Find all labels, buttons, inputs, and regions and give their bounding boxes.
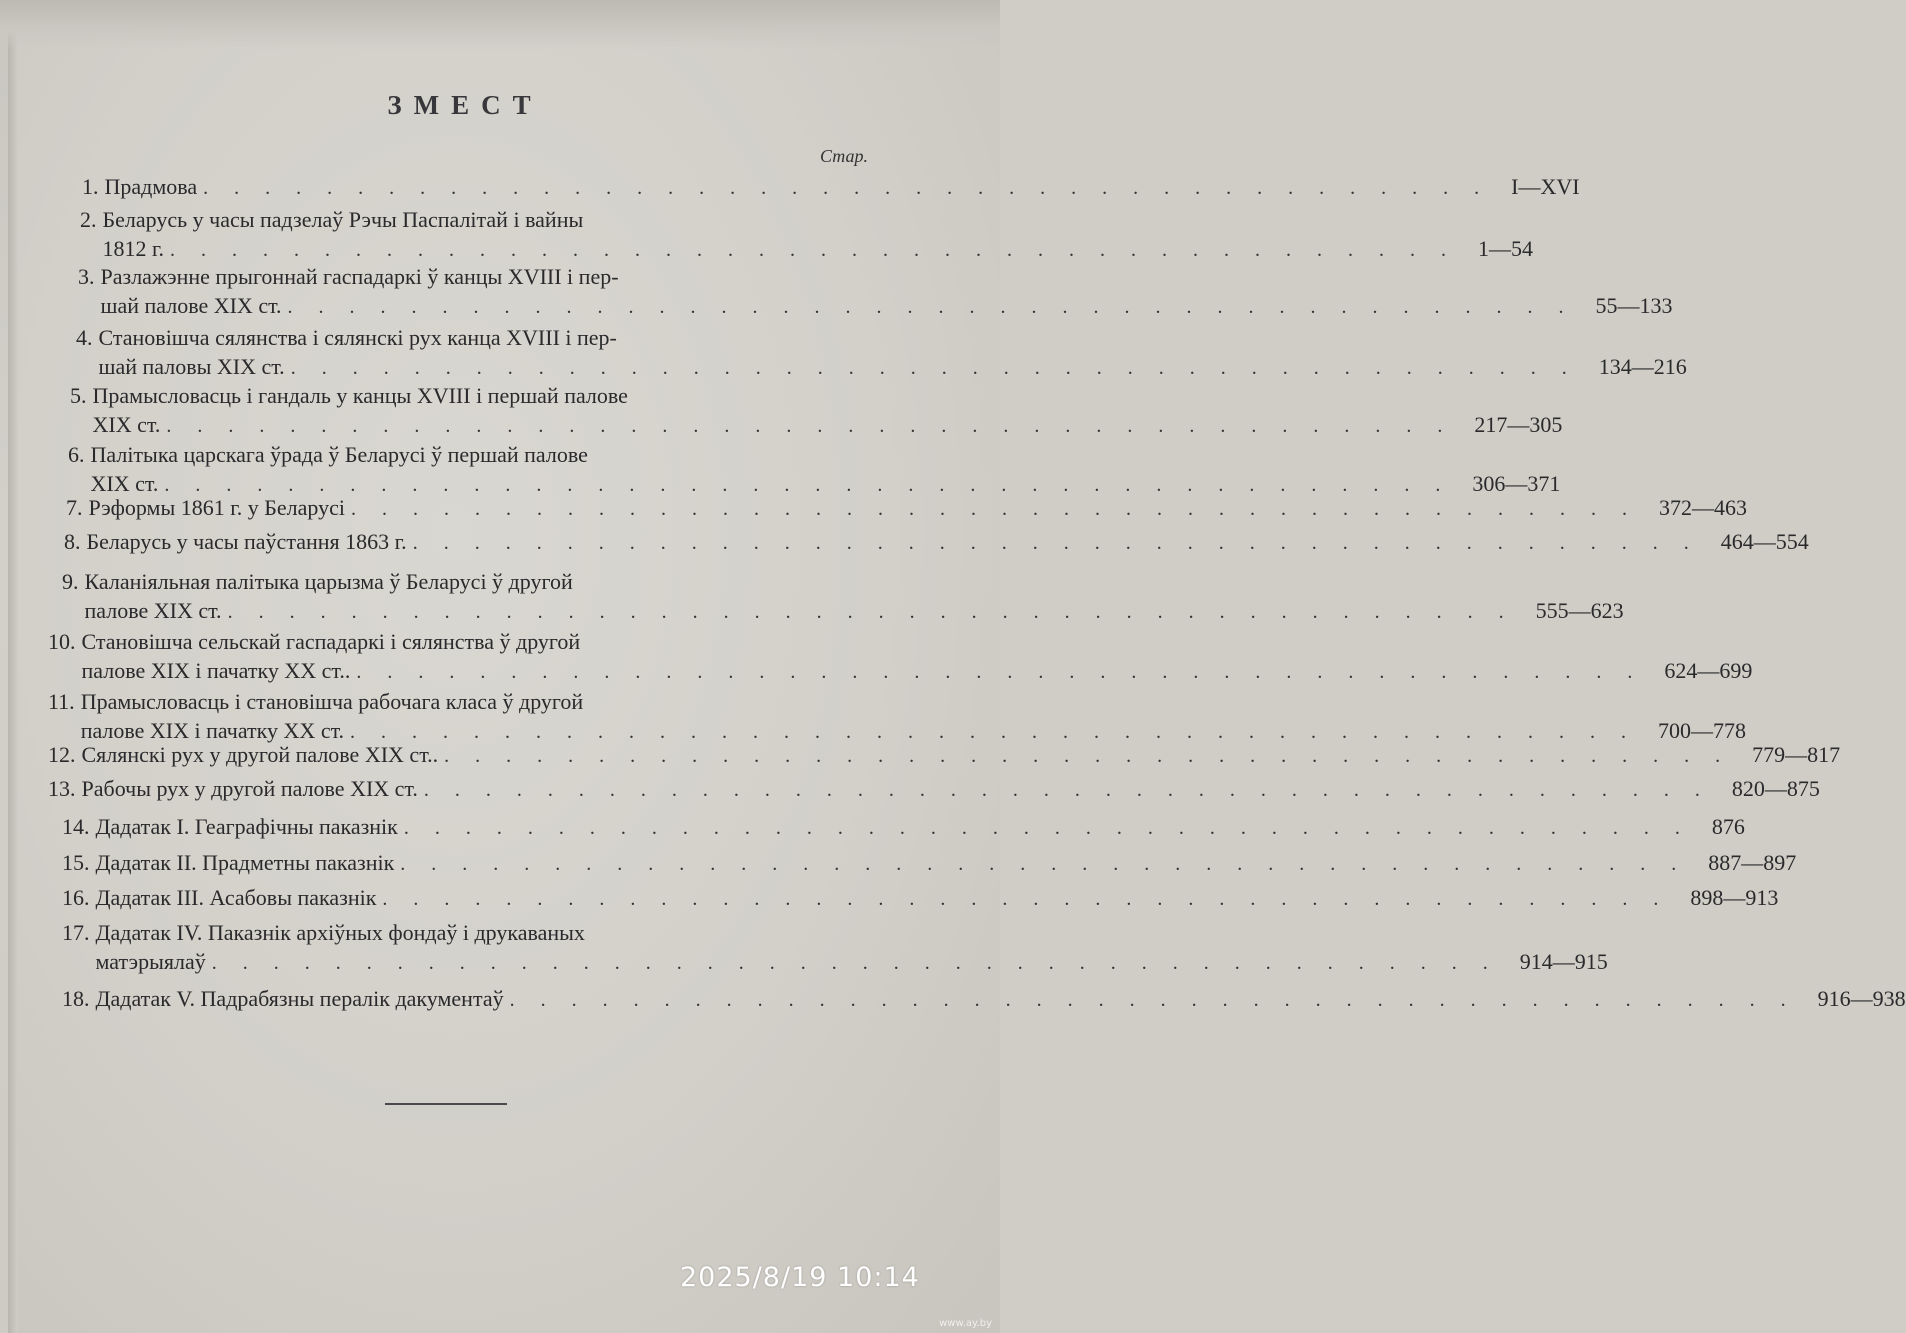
toc-leader-dots: .......................................... <box>351 498 1653 520</box>
toc-entry-line <box>62 567 878 596</box>
toc-entry <box>48 740 1841 771</box>
toc-entry-title: матэрыялаў <box>95 949 206 974</box>
toc-entry-title: шай паловы XIX ст. <box>98 354 285 379</box>
toc-page-range: 876 <box>1711 814 1745 839</box>
toc-entry-title: XIX ст. <box>90 471 159 496</box>
toc-entry-number: 5. <box>70 383 87 408</box>
toc-entry-line <box>48 687 878 716</box>
toc-page-range: 55—133 <box>1595 293 1673 318</box>
toc-entry-title: Дадатак IV. Паказнік архіўных фондаў і друкаваных <box>95 920 585 945</box>
toc-entry-number: 18. <box>62 986 90 1011</box>
toc-leader-dots: .......................................... <box>356 661 1659 683</box>
toc-entry <box>64 527 1809 558</box>
toc-entry <box>62 848 1797 879</box>
toc-entry-line <box>62 984 1906 1015</box>
toc-entry-number: 7. <box>66 495 83 520</box>
toc-leader-dots: .......................................... <box>211 952 1514 974</box>
toc-entry-number: 15. <box>62 850 90 875</box>
toc-entry-number: 4. <box>76 325 93 350</box>
toc-entry-number: 12. <box>48 742 76 767</box>
toc-entry-line <box>68 440 878 469</box>
toc-leader-dots: .......................................... <box>166 415 1469 437</box>
toc-entry-line <box>62 812 1745 843</box>
toc-page-range: 898—913 <box>1690 885 1779 910</box>
toc-leader-dots: .......................................... <box>227 601 1530 623</box>
toc-entry <box>62 918 1608 978</box>
toc-page-range: 624—699 <box>1664 658 1753 683</box>
toc-entry-title: Рабочы рух у другой палове XIX ст. <box>81 776 418 801</box>
toc-page-range: 916—938 <box>1817 986 1906 1011</box>
toc-entry-title: шай палове XIX ст. <box>100 293 282 318</box>
toc-leader-dots: .......................................... <box>412 532 1715 554</box>
toc-entry <box>70 381 1563 441</box>
toc-leader-dots: .......................................... <box>170 239 1473 261</box>
toc-entry <box>68 440 1561 500</box>
toc-entry-title: Дадатак V. Падрабязны пералік дакументаў <box>95 986 504 1011</box>
page-column-header: Стар. <box>820 146 868 166</box>
toc-entry-line <box>70 410 1563 441</box>
toc-entry-title: Разлажэнне прыгоннай гаспадаркі ў канцы XVIII і пер- <box>100 264 619 289</box>
toc-entry-title: палове XIX і пачатку XX ст.. <box>81 658 351 683</box>
toc-leader-dots: .......................................... <box>382 888 1685 910</box>
toc-entry-title: Прамысловасць і становішча рабочага класа ў другой <box>80 689 584 714</box>
toc-entry-title: Беларусь у часы паўстання 1863 г. <box>86 529 407 554</box>
toc-entry-line <box>62 848 1797 879</box>
toc-entry-line <box>48 627 878 656</box>
toc-entry-number: 6. <box>68 442 85 467</box>
toc-entry-title: XIX ст. <box>92 412 161 437</box>
page-edge <box>8 0 18 1333</box>
toc-page-range: 700—778 <box>1658 718 1747 743</box>
toc-leader-dots: .......................................... <box>164 474 1467 496</box>
toc-entry-line <box>48 656 1753 687</box>
toc-leader-dots: .......................................... <box>403 817 1706 839</box>
toc-leader-dots: .......................................... <box>203 177 1506 199</box>
toc-leader-dots: .......................................... <box>444 745 1747 767</box>
toc-entry-number: 8. <box>64 529 81 554</box>
toc-page-range: 1—54 <box>1478 236 1534 261</box>
toc-entry-line <box>70 381 878 410</box>
toc-entry-line <box>64 527 1809 558</box>
toc-leader-dots: .......................................... <box>400 853 1703 875</box>
toc-entry-line <box>62 947 1608 978</box>
toc-entry-title: Сялянскі рух у другой палове XIX ст.. <box>81 742 439 767</box>
toc-page-range: 555—623 <box>1535 598 1624 623</box>
toc-entry-title: Прадмова <box>104 174 198 199</box>
toc-page-range: I—XVI <box>1511 174 1580 199</box>
toc-entry <box>66 493 1747 524</box>
toc-entry-number: 16. <box>62 885 90 910</box>
toc-entry <box>78 262 1673 322</box>
toc-page-range: 914—915 <box>1519 949 1608 974</box>
toc-page-range: 372—463 <box>1659 495 1747 520</box>
toc-entry <box>62 812 1745 843</box>
toc-entry-line <box>80 234 1534 265</box>
toc-entry-title: Дадатак II. Прадметны паказнік <box>95 850 395 875</box>
toc-entry-number: 3. <box>78 264 95 289</box>
toc-entry-line <box>62 918 878 947</box>
toc-entry-number: 1. <box>82 174 99 199</box>
toc-page-range: 887—897 <box>1708 850 1797 875</box>
toc-leader-dots: .......................................... <box>287 296 1590 318</box>
toc-entry-title: палове XIX і пачатку XX ст. <box>80 718 345 743</box>
photo-timestamp: 2025/8/19 10:14 <box>680 1262 920 1293</box>
toc-entry-number: 10. <box>48 629 76 654</box>
toc-entry-number: 9. <box>62 569 79 594</box>
toc-entry-title: Дадатак I. Геаграфічны паказнік <box>95 814 398 839</box>
toc-entry <box>48 687 1747 747</box>
toc-entry-title: Рэформы 1861 г. у Беларусі <box>88 495 345 520</box>
toc-entry-line <box>62 596 1624 627</box>
toc-entry-line <box>76 323 878 352</box>
toc-page-range: 464—554 <box>1720 529 1809 554</box>
toc-leader-dots: .......................................... <box>290 357 1593 379</box>
toc-entry-title: Становішча сялянства і сялянскі рух канца XVIII і пер- <box>98 325 617 350</box>
toc-entry-line <box>62 883 1779 914</box>
toc-entry-number: 17. <box>62 920 90 945</box>
toc-entry-number: 13. <box>48 776 76 801</box>
toc-entry-title: палове XIX ст. <box>84 598 222 623</box>
toc-leader-dots: .......................................... <box>423 779 1726 801</box>
toc-page-range: 306—371 <box>1472 471 1561 496</box>
toc-entry <box>62 567 1624 627</box>
toc-entry-line <box>76 352 1687 383</box>
closing-rule <box>385 1103 507 1105</box>
toc-entry-title: Беларусь у часы падзелаў Рэчы Паспалітай і вайны <box>102 207 584 232</box>
toc-entry-number: 11. <box>48 689 75 714</box>
toc-leader-dots: .......................................... <box>509 989 1812 1011</box>
toc-entry <box>76 323 1687 383</box>
toc-page-range: 820—875 <box>1731 776 1820 801</box>
toc-leader-dots: .......................................... <box>350 721 1653 743</box>
toc-entry-title: 1812 г. <box>102 236 165 261</box>
toc-entry-title: Прамысловасць і гандаль у канцы XVIII і першай палове <box>92 383 628 408</box>
watermark: www.ay.by <box>939 1318 992 1329</box>
toc-entry <box>48 774 1820 805</box>
toc-entry-title: Становішча сельскай гаспадаркі і сялянства ў другой <box>81 629 581 654</box>
toc-entry-title: Палітыка царскага ўрада ў Беларусі ў першай палове <box>90 442 588 467</box>
toc-entry <box>48 627 1753 687</box>
toc-entry <box>62 883 1779 914</box>
toc-entry-number: 2. <box>80 207 97 232</box>
toc-entry-line <box>48 774 1820 805</box>
toc-entry <box>62 984 1906 1015</box>
toc-entry-line <box>80 205 878 234</box>
toc-entry-line <box>78 262 878 291</box>
toc-page-range: 779—817 <box>1752 742 1841 767</box>
toc-entry-number: 14. <box>62 814 90 839</box>
toc-entry-line <box>48 740 1841 771</box>
page-top-shadow <box>0 0 1000 50</box>
toc-page-range: 134—216 <box>1598 354 1687 379</box>
toc-entry-line <box>66 493 1747 524</box>
page-title: ЗМЕСТ <box>387 90 543 120</box>
toc-entry <box>80 205 1534 265</box>
toc-entry-line <box>82 172 1580 203</box>
toc-entry-line <box>78 291 1673 322</box>
toc-entry-title: Каланіяльная палітыка царызма ў Беларусі ў другой <box>84 569 573 594</box>
toc-entry <box>82 172 1580 203</box>
toc-entry-title: Дадатак III. Асабовы паказнік <box>95 885 377 910</box>
toc-page-range: 217—305 <box>1474 412 1563 437</box>
